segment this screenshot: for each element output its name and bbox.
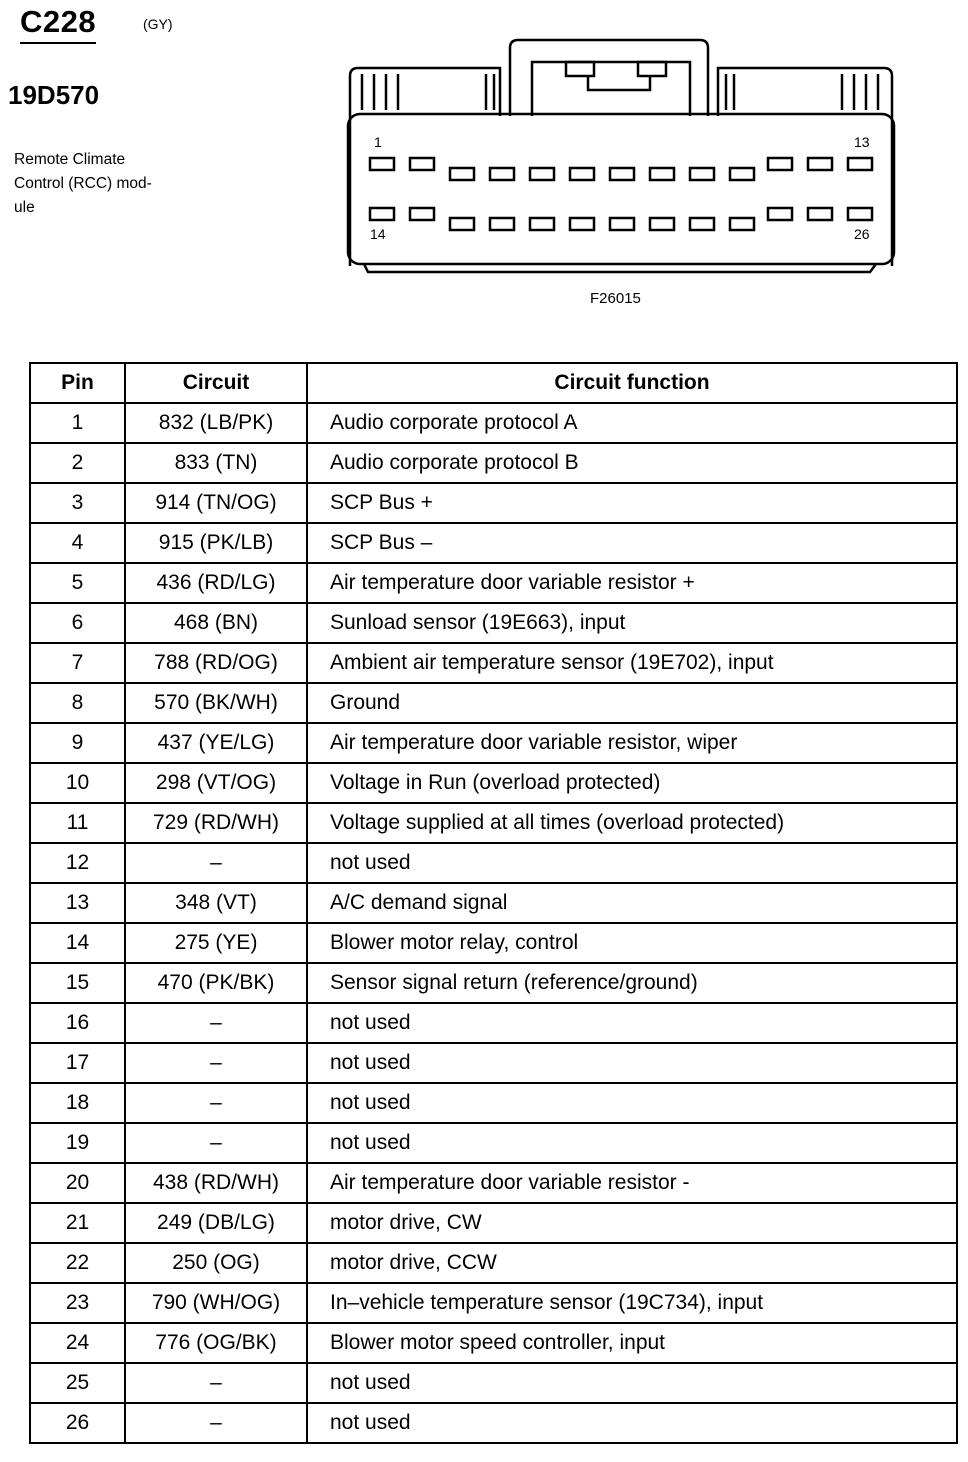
circuit-cell: 790 (WH/OG) xyxy=(125,1283,307,1323)
pin-cell: 5 xyxy=(30,563,125,603)
pin-cell: 18 xyxy=(30,1083,125,1123)
circuit-cell: 348 (VT) xyxy=(125,883,307,923)
table-row xyxy=(30,563,957,603)
circuit-function-cell: In–vehicle temperature sensor (19C734), input xyxy=(307,1283,957,1323)
table-row xyxy=(30,883,957,923)
circuit-function-cell: Audio corporate protocol A xyxy=(307,403,957,443)
circuit-function-cell: motor drive, CCW xyxy=(307,1243,957,1283)
pin-cell: 21 xyxy=(30,1203,125,1243)
circuit-cell: 250 (OG) xyxy=(125,1243,307,1283)
circuit-function-cell: not used xyxy=(307,1363,957,1403)
circuit-function-cell: Blower motor speed controller, input xyxy=(307,1323,957,1363)
table-row xyxy=(30,1003,957,1043)
circuit-function-cell: Air temperature door variable resistor, wiper xyxy=(307,723,957,763)
circuit-cell: – xyxy=(125,1123,307,1163)
table-row xyxy=(30,1403,957,1443)
pin-cell: 10 xyxy=(30,763,125,803)
pin-cell: 17 xyxy=(30,1043,125,1083)
pinout-table xyxy=(29,362,958,1444)
circuit-function-cell: A/C demand signal xyxy=(307,883,957,923)
table-row xyxy=(30,963,957,1003)
table-row xyxy=(30,803,957,843)
pin-cell: 14 xyxy=(30,923,125,963)
circuit-cell: 468 (BN) xyxy=(125,603,307,643)
circuit-cell: 832 (LB/PK) xyxy=(125,403,307,443)
table-row xyxy=(30,723,957,763)
circuit-cell: 788 (RD/OG) xyxy=(125,643,307,683)
circuit-cell: 249 (DB/LG) xyxy=(125,1203,307,1243)
pin-cell: 12 xyxy=(30,843,125,883)
circuit-function-cell: SCP Bus + xyxy=(307,483,957,523)
pin-cell: 24 xyxy=(30,1323,125,1363)
circuit-function-cell: Air temperature door variable resistor + xyxy=(307,563,957,603)
circuit-cell: 570 (BK/WH) xyxy=(125,683,307,723)
pin-cell: 3 xyxy=(30,483,125,523)
circuit-function-cell: Blower motor relay, control xyxy=(307,923,957,963)
pin-cell: 8 xyxy=(30,683,125,723)
circuit-cell: 776 (OG/BK) xyxy=(125,1323,307,1363)
connector-color: (GY) xyxy=(143,16,173,32)
table-row xyxy=(30,1123,957,1163)
table-row xyxy=(30,923,957,963)
circuit-cell: 437 (YE/LG) xyxy=(125,723,307,763)
circuit-function-cell: Voltage in Run (overload protected) xyxy=(307,763,957,803)
connector-face-diagram xyxy=(340,36,900,276)
circuit-function-cell: Audio corporate protocol B xyxy=(307,443,957,483)
table-row xyxy=(30,443,957,483)
pin-cell: 16 xyxy=(30,1003,125,1043)
module-description: Remote Climate Control (RCC) mod- ule xyxy=(14,151,152,216)
header-pin: Pin xyxy=(30,363,125,403)
pin-label-14: 14 xyxy=(370,226,386,242)
circuit-function-cell: Ambient air temperature sensor (19E702), input xyxy=(307,643,957,683)
pin-cell: 13 xyxy=(30,883,125,923)
circuit-function-cell: Air temperature door variable resistor - xyxy=(307,1163,957,1203)
circuit-function-cell: not used xyxy=(307,1123,957,1163)
table-row xyxy=(30,1323,957,1363)
circuit-cell: 833 (TN) xyxy=(125,443,307,483)
table-row xyxy=(30,1043,957,1083)
table-row xyxy=(30,843,957,883)
circuit-cell: – xyxy=(125,1403,307,1443)
figure-code: F26015 xyxy=(590,290,641,307)
part-number: 19D570 xyxy=(8,80,100,110)
circuit-cell: 298 (VT/OG) xyxy=(125,763,307,803)
circuit-function-cell: Ground xyxy=(307,683,957,723)
table-row xyxy=(30,403,957,443)
circuit-cell: – xyxy=(125,843,307,883)
pin-cell: 4 xyxy=(30,523,125,563)
table-row xyxy=(30,643,957,683)
circuit-cell: – xyxy=(125,1043,307,1083)
circuit-function-cell: Voltage supplied at all times (overload protected) xyxy=(307,803,957,843)
circuit-cell: 275 (YE) xyxy=(125,923,307,963)
circuit-cell: 436 (RD/LG) xyxy=(125,563,307,603)
circuit-function-cell: motor drive, CW xyxy=(307,1203,957,1243)
pin-cell: 19 xyxy=(30,1123,125,1163)
pin-cell: 2 xyxy=(30,443,125,483)
circuit-function-cell: Sunload sensor (19E663), input xyxy=(307,603,957,643)
circuit-cell: 915 (PK/LB) xyxy=(125,523,307,563)
table-row xyxy=(30,483,957,523)
circuit-cell: 470 (PK/BK) xyxy=(125,963,307,1003)
circuit-cell: 914 (TN/OG) xyxy=(125,483,307,523)
pin-cell: 9 xyxy=(30,723,125,763)
connector-id: C228 xyxy=(20,4,97,39)
table-row xyxy=(30,683,957,723)
table-row xyxy=(30,1203,957,1243)
circuit-function-cell: SCP Bus – xyxy=(307,523,957,563)
circuit-cell: 438 (RD/WH) xyxy=(125,1163,307,1203)
circuit-function-cell: not used xyxy=(307,1003,957,1043)
circuit-cell: 729 (RD/WH) xyxy=(125,803,307,843)
circuit-cell: – xyxy=(125,1363,307,1403)
table-row xyxy=(30,763,957,803)
pin-cell: 26 xyxy=(30,1403,125,1443)
table-row xyxy=(30,1283,957,1323)
pin-cell: 25 xyxy=(30,1363,125,1403)
table-header-row xyxy=(30,363,957,403)
circuit-function-cell: not used xyxy=(307,1083,957,1123)
table-row xyxy=(30,1083,957,1123)
header-circuit: Circuit xyxy=(125,363,307,403)
pin-cell: 20 xyxy=(30,1163,125,1203)
pin-cell: 1 xyxy=(30,403,125,443)
circuit-function-cell: Sensor signal return (reference/ground) xyxy=(307,963,957,1003)
pinout-table-body xyxy=(30,403,957,1443)
circuit-function-cell: not used xyxy=(307,1043,957,1083)
header-circuit-function: Circuit function xyxy=(307,363,957,403)
table-row xyxy=(30,1363,957,1403)
pin-cell: 6 xyxy=(30,603,125,643)
table-row xyxy=(30,523,957,563)
table-row xyxy=(30,603,957,643)
table-row xyxy=(30,1243,957,1283)
circuit-function-cell: not used xyxy=(307,843,957,883)
circuit-function-cell: not used xyxy=(307,1403,957,1443)
table-row xyxy=(30,1163,957,1203)
circuit-cell: – xyxy=(125,1083,307,1123)
pin-label-26: 26 xyxy=(854,226,870,242)
circuit-cell: – xyxy=(125,1003,307,1043)
pin-cell: 23 xyxy=(30,1283,125,1323)
pin-label-1: 1 xyxy=(374,134,382,150)
pin-cell: 11 xyxy=(30,803,125,843)
pin-cell: 22 xyxy=(30,1243,125,1283)
pin-cell: 7 xyxy=(30,643,125,683)
pin-label-13: 13 xyxy=(854,134,870,150)
pin-cell: 15 xyxy=(30,963,125,1003)
